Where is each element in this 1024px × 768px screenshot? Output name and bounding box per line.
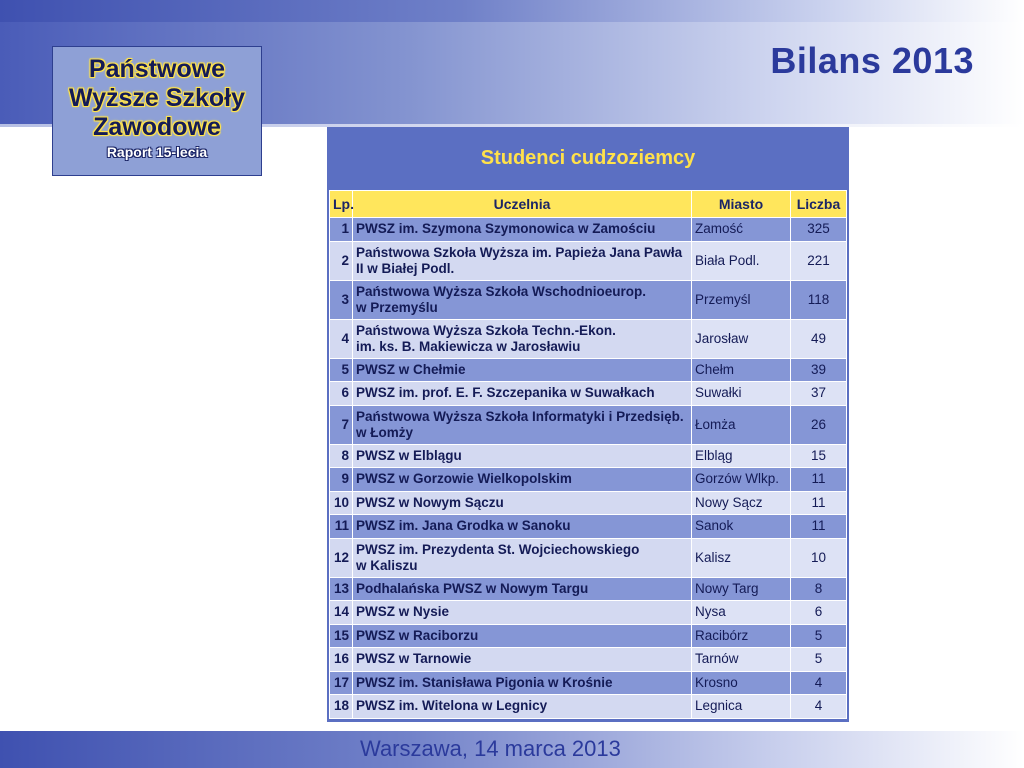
cell-uczelnia [353, 218, 692, 242]
cell-uczelnia [353, 382, 692, 406]
table-row [330, 218, 847, 242]
cell-lp: 18 [330, 695, 353, 719]
uczelnia-line-1: PWSZ w Nysie [356, 604, 450, 620]
cell-lp: 15 [330, 624, 353, 648]
table-row [330, 405, 847, 444]
column-header-uczelnia: Uczelnia [353, 191, 692, 218]
cell-liczba: 221 [791, 241, 847, 280]
table-row [330, 382, 847, 406]
cell-liczba: 15 [791, 444, 847, 468]
cell-miasto: Chełm [692, 358, 791, 382]
uczelnia-line-1: PWSZ im. Witelona w Legnicy [356, 698, 548, 714]
cell-uczelnia [353, 671, 692, 695]
cell-liczba: 39 [791, 358, 847, 382]
cell-miasto: Nowy Sącz [692, 491, 791, 515]
cell-liczba: 6 [791, 601, 847, 625]
cell-miasto: Jarosław [692, 319, 791, 358]
cell-lp: 8 [330, 444, 353, 468]
uczelnia-line-1: PWSZ im. Stanisława Pigonia w Krośnie [356, 674, 613, 690]
cell-miasto: Przemyśl [692, 280, 791, 319]
cell-miasto: Sanok [692, 515, 791, 539]
uczelnia-line-1: PWSZ im. Jana Grodka w Sanoku [356, 518, 571, 534]
cell-liczba: 10 [791, 538, 847, 577]
cell-lp: 9 [330, 468, 353, 492]
cell-liczba: 4 [791, 695, 847, 719]
logo-subtitle: Raport 15-lecia [106, 144, 208, 160]
cell-liczba: 11 [791, 468, 847, 492]
uczelnia-line-1: PWSZ w Nowym Sączu [356, 494, 504, 510]
table-row [330, 280, 847, 319]
uczelnia-line-1: PWSZ w Gorzowie Wielkopolskim [356, 471, 572, 487]
cell-lp: 13 [330, 577, 353, 601]
cell-uczelnia [353, 241, 692, 280]
cell-miasto: Suwałki [692, 382, 791, 406]
cell-lp: 10 [330, 491, 353, 515]
table-caption: Studenci cudzoziemcy [480, 147, 696, 169]
cell-lp: 5 [330, 358, 353, 382]
cell-lp: 17 [330, 671, 353, 695]
uczelnia-line-2: w Kaliszu [356, 557, 418, 573]
cell-uczelnia [353, 319, 692, 358]
cell-uczelnia [353, 491, 692, 515]
uczelnia-line-1: PWSZ w Tarnowie [356, 651, 472, 667]
uczelnia-line-2: w Łomży [356, 424, 414, 440]
cell-lp: 6 [330, 382, 353, 406]
table-row [330, 695, 847, 719]
table-row [330, 468, 847, 492]
table-row [330, 577, 847, 601]
cell-uczelnia [353, 358, 692, 382]
students-table [329, 190, 847, 719]
cell-uczelnia [353, 624, 692, 648]
uczelnia-line-1: PWSZ im. prof. E. F. Szczepanika w Suwałkach [356, 385, 655, 401]
column-header-liczba: Liczba [791, 191, 847, 218]
table-row [330, 241, 847, 280]
uczelnia-line-1: Państwowa Wyższa Szkoła Techn.-Ekon. [356, 322, 616, 338]
cell-liczba: 8 [791, 577, 847, 601]
cell-liczba: 5 [791, 648, 847, 672]
cell-liczba: 49 [791, 319, 847, 358]
table-row [330, 319, 847, 358]
cell-liczba: 325 [791, 218, 847, 242]
uczelnia-line-1: PWSZ im. Szymona Szymonowica w Zamościu [356, 221, 656, 237]
cell-lp: 14 [330, 601, 353, 625]
cell-miasto: Nowy Targ [692, 577, 791, 601]
cell-liczba: 11 [791, 491, 847, 515]
table-row [330, 491, 847, 515]
uczelnia-line-1: Państwowa Wyższa Szkoła Informatyki i Przedsięb. [356, 408, 684, 424]
cell-lp: 12 [330, 538, 353, 577]
uczelnia-line-1: PWSZ w Chełmie [356, 361, 466, 377]
cell-uczelnia [353, 648, 692, 672]
table-row [330, 538, 847, 577]
cell-lp: 1 [330, 218, 353, 242]
table-row [330, 601, 847, 625]
cell-liczba: 5 [791, 624, 847, 648]
table-row [330, 624, 847, 648]
cell-miasto: Łomża [692, 405, 791, 444]
cell-miasto: Gorzów Wlkp. [692, 468, 791, 492]
cell-miasto: Elbląg [692, 444, 791, 468]
uczelnia-line-1: PWSZ w Elblągu [356, 447, 462, 463]
cell-uczelnia [353, 468, 692, 492]
cell-liczba: 118 [791, 280, 847, 319]
cell-lp: 2 [330, 241, 353, 280]
uczelnia-line-2: im. ks. B. Makiewicza w Jarosławiu [356, 338, 581, 354]
students-table-panel [327, 127, 849, 722]
footer-date: Warszawa, 14 marca 2013 [360, 736, 621, 761]
uczelnia-line-2: w Przemyślu [356, 299, 438, 315]
uczelnia-line-1: Państwowa Szkoła Wyższa im. Papieża Jana Pawła [356, 244, 683, 260]
table-row [330, 358, 847, 382]
cell-uczelnia [353, 405, 692, 444]
cell-uczelnia [353, 444, 692, 468]
cell-liczba: 4 [791, 671, 847, 695]
cell-liczba: 26 [791, 405, 847, 444]
top-decor-band [0, 0, 1024, 22]
cell-lp: 3 [330, 280, 353, 319]
column-header-miasto: Miasto [692, 191, 791, 218]
page-title: Bilans 2013 [770, 40, 974, 81]
uczelnia-line-1: Państwowa Wyższa Szkoła Wschodnioeurop. [356, 283, 647, 299]
cell-lp: 7 [330, 405, 353, 444]
cell-miasto: Nysa [692, 601, 791, 625]
logo-line-1: Państwowe [88, 55, 226, 83]
cell-miasto: Legnica [692, 695, 791, 719]
cell-miasto: Tarnów [692, 648, 791, 672]
table-row [330, 444, 847, 468]
cell-uczelnia [353, 515, 692, 539]
cell-liczba: 11 [791, 515, 847, 539]
cell-uczelnia [353, 601, 692, 625]
cell-lp: 4 [330, 319, 353, 358]
cell-uczelnia [353, 695, 692, 719]
cell-miasto: Krosno [692, 671, 791, 695]
logo-line-2: Wyższe Szkoły [68, 84, 245, 112]
cell-miasto: Biała Podl. [692, 241, 791, 280]
uczelnia-line-2: II w Białej Podl. [356, 260, 455, 276]
uczelnia-line-1: Podhalańska PWSZ w Nowym Targu [356, 580, 589, 596]
uczelnia-line-1: PWSZ w Raciborzu [356, 627, 479, 643]
table-row [330, 648, 847, 672]
table-row [330, 671, 847, 695]
table-body [330, 218, 847, 719]
table-header-row [330, 191, 847, 218]
cell-uczelnia [353, 538, 692, 577]
cell-miasto: Zamość [692, 218, 791, 242]
cell-lp: 11 [330, 515, 353, 539]
logo-line-3: Zawodowe [93, 113, 221, 141]
cell-uczelnia [353, 577, 692, 601]
report-logo [52, 46, 262, 176]
cell-liczba: 37 [791, 382, 847, 406]
uczelnia-line-1: PWSZ im. Prezydenta St. Wojciechowskiego [356, 541, 640, 557]
cell-uczelnia [353, 280, 692, 319]
cell-lp: 16 [330, 648, 353, 672]
column-header-lp: Lp. [330, 191, 353, 218]
table-row [330, 515, 847, 539]
cell-miasto: Kalisz [692, 538, 791, 577]
cell-miasto: Racibórz [692, 624, 791, 648]
